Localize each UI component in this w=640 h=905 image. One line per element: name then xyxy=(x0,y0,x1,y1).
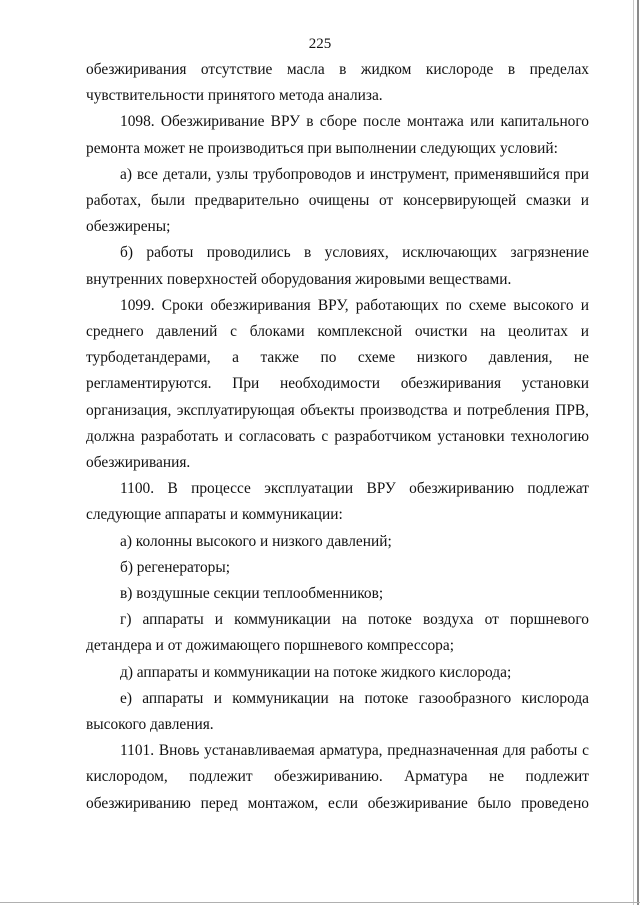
list-item-a-1100: а) колонны высокого и низкого давлений; xyxy=(120,532,392,550)
scan-edge-right xyxy=(637,0,639,905)
list-item-d-1100: д) аппараты и коммуникации на потоке жидкого кислорода; xyxy=(120,663,512,681)
scan-edge-right-inner xyxy=(633,0,634,905)
paragraph-continuation: обезжиривания отсутствие масла в жидком кислороде в пределах чувствительности принятого метода анализа. xyxy=(86,61,589,105)
paragraph-1098: 1098. Обезжиривание ВРУ в сборе после монтажа или капитального ремонта может не производиться при выполнении следующих условий: xyxy=(86,113,589,157)
page-number: 225 xyxy=(308,36,332,52)
list-item-b-1100: б) регенераторы; xyxy=(120,558,230,576)
document-body xyxy=(86,57,589,817)
paragraph-1100: 1100. В процессе эксплуатации ВРУ обезжириванию подлежат следующие аппараты и коммуникации: xyxy=(86,480,589,524)
paragraph-1099: 1099. Сроки обезжиривания ВРУ, работающих по схеме высокого и среднего давлений с блоками комплексной очистки на цеолитах и турбодетандерами, а также по схеме низкого давления, не регламентируются. При необходимости обезжиривания установки организация, эксплуатирующая объекты производства и потребления ПРВ, должна разработать и согласовать с разработчиком установки технологию обезжиривания. xyxy=(86,296,589,472)
paragraph-1101: 1101. Вновь устанавливаемая арматура, предназначенная для работы с кислородом, подлежит обезжириванию. Арматура не подлежит обезжириванию перед монтажом, если обезжиривание было проведено xyxy=(86,742,589,812)
list-item-a-1098: а) все детали, узлы трубопроводов и инструмент, применявшийся при работах, были предварительно очищены от консервирующей смазки и обезжирены; xyxy=(86,165,589,236)
list-item-b-1098: б) работы проводились в условиях, исключающих загрязнение внутренних поверхностей оборудования жировыми веществами. xyxy=(86,244,589,288)
list-item-e-1100: е) аппараты и коммуникации на потоке газообразного кислорода высокого давления. xyxy=(86,689,589,734)
scan-edge-bottom xyxy=(0,902,640,903)
list-item-v-1100: в) воздушные секции теплообменников; xyxy=(120,585,384,603)
list-item-g-1100: г) аппараты и коммуникации на потоке воздуха от поршневого детандера и от дожимающего поршневого компрессора; xyxy=(86,611,589,655)
